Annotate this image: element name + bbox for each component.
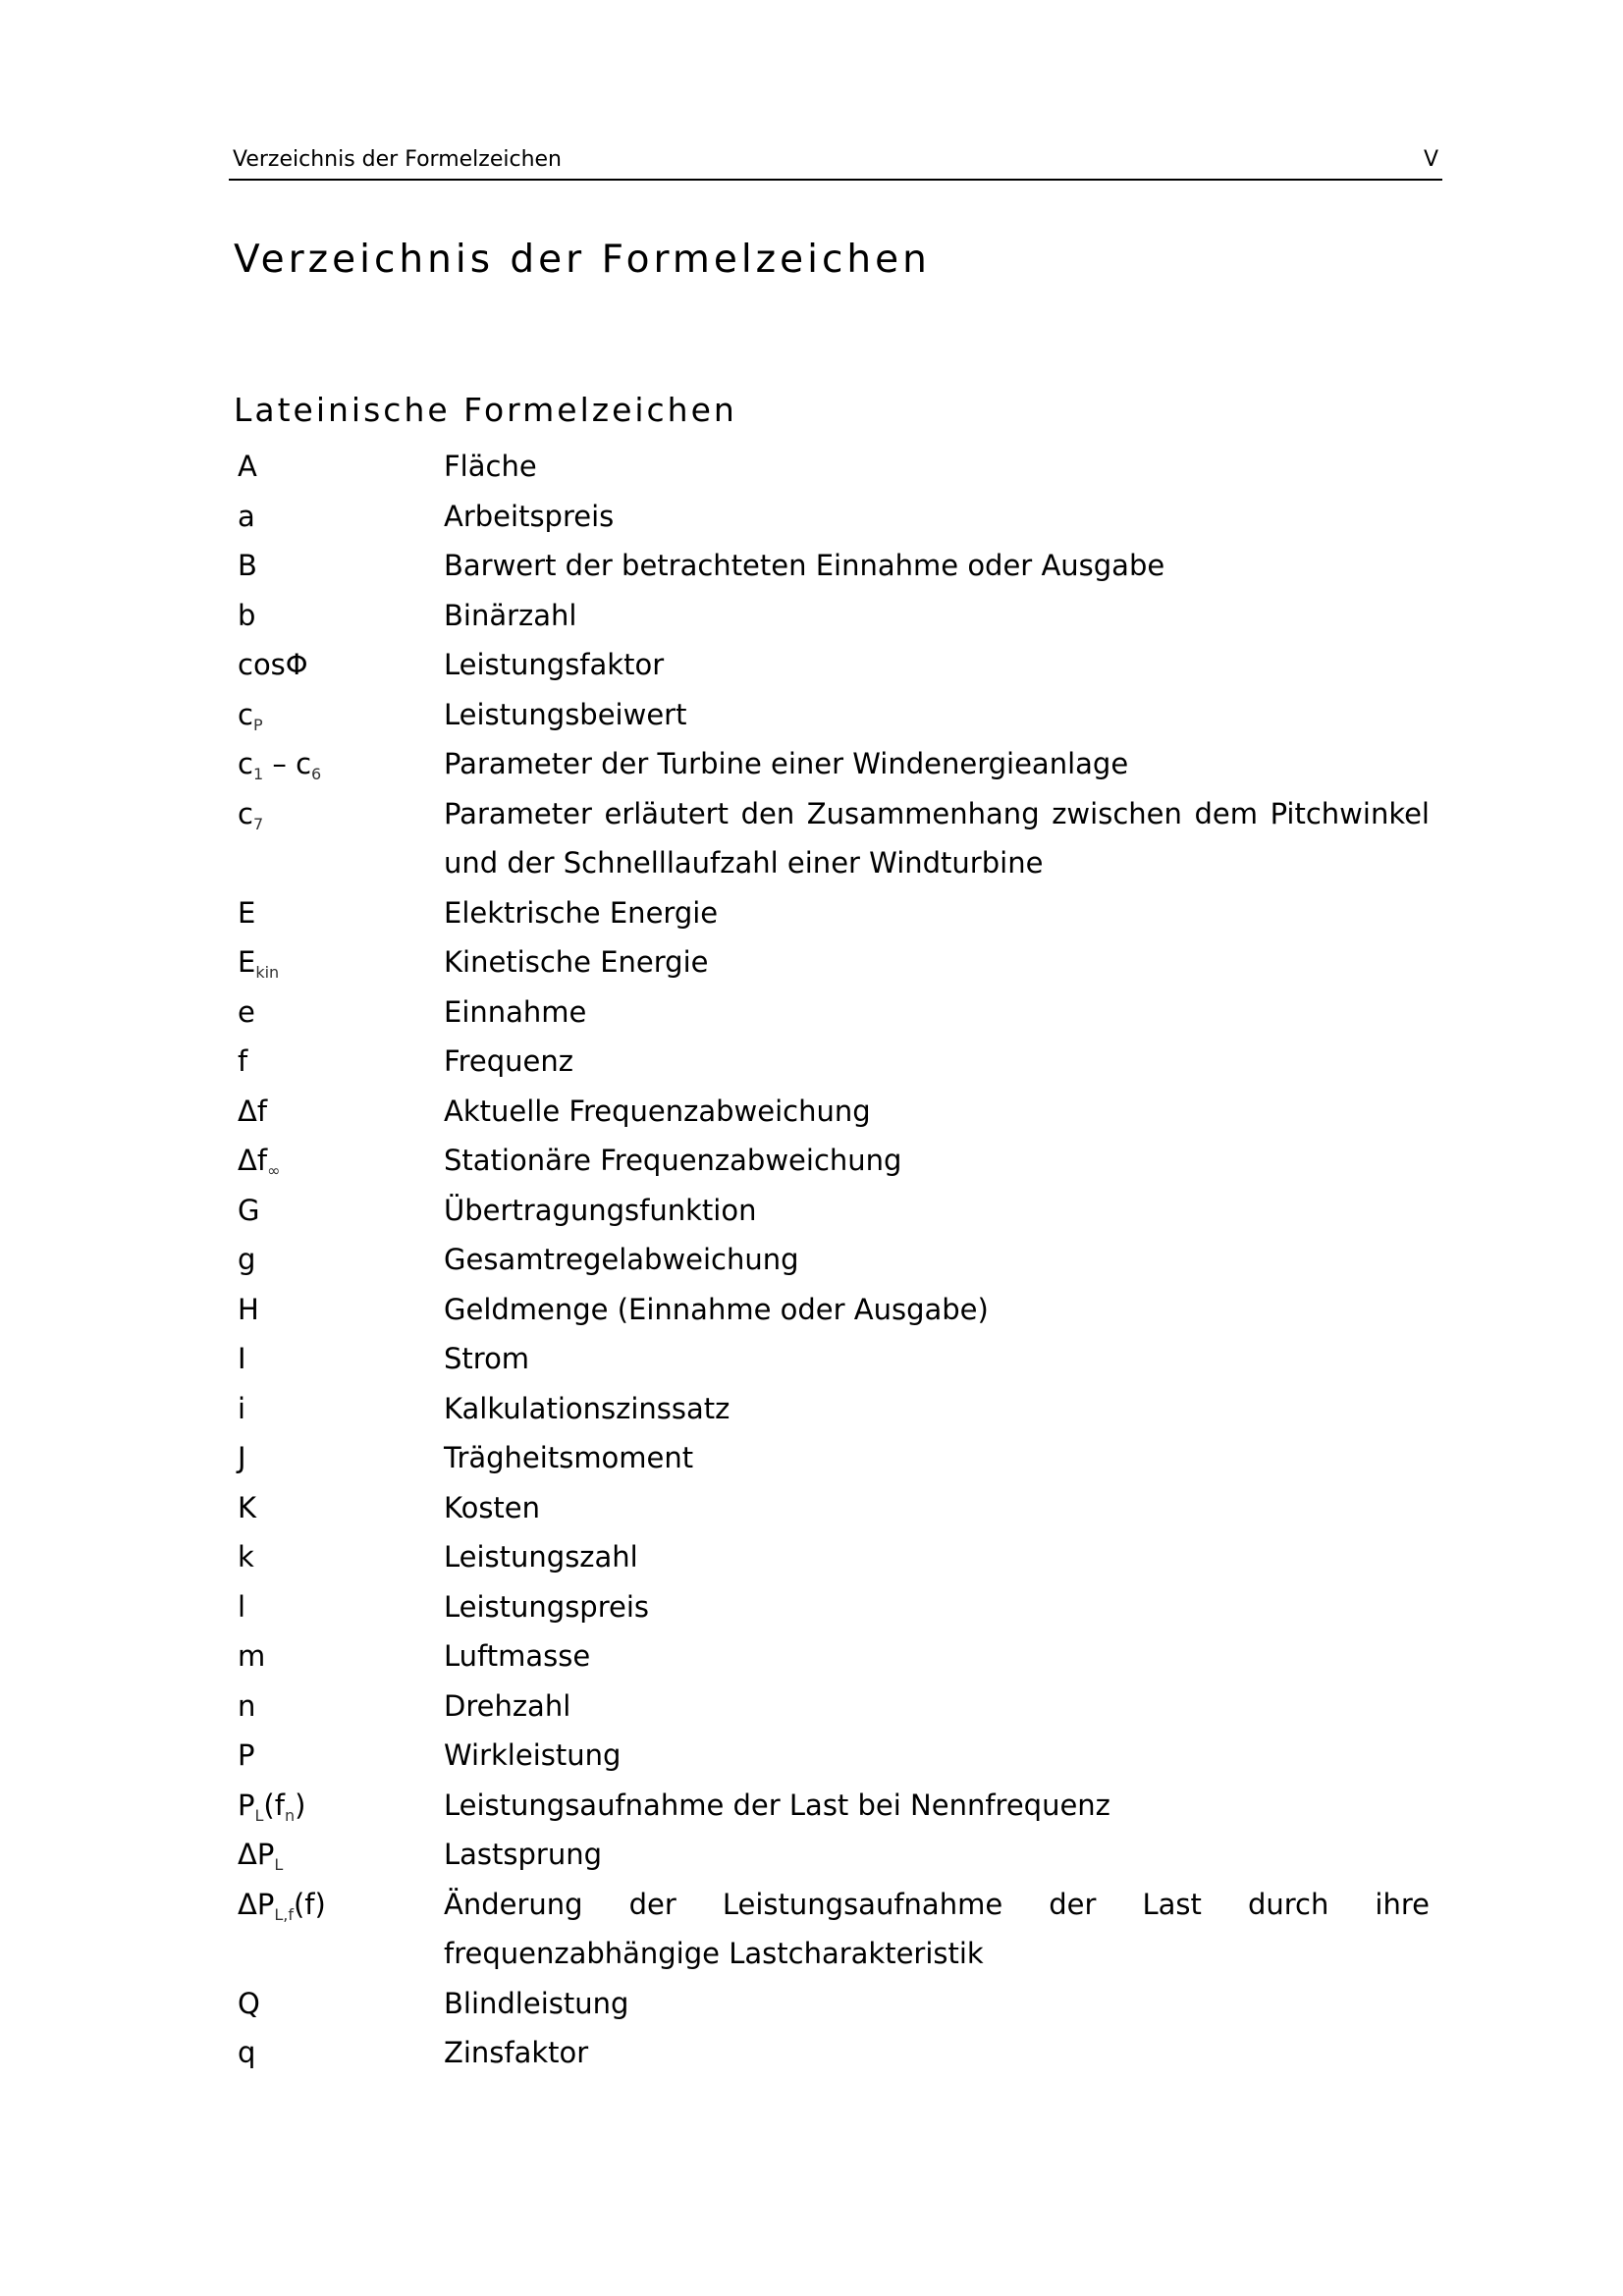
symbol-row <box>238 1483 1430 1533</box>
formula-description: Trägheitsmoment <box>444 1441 694 1474</box>
formula-symbol <box>238 1682 444 1732</box>
formula-symbol <box>238 1631 444 1682</box>
symbol-text: c <box>238 796 253 830</box>
formula-symbol <box>238 1781 444 1831</box>
formula-symbol <box>238 492 444 542</box>
symbol-subscript: L <box>274 1855 284 1874</box>
formula-symbol <box>238 541 444 591</box>
running-header <box>229 145 1442 181</box>
symbol-text: cosΦ <box>238 648 308 681</box>
formula-description: Lastsprung <box>444 1838 603 1871</box>
symbol-row <box>238 1136 1430 1186</box>
symbol-text: c <box>238 697 253 731</box>
formula-description: Geldmenge (Einnahme oder Ausgabe) <box>444 1292 989 1326</box>
formula-symbol <box>238 591 444 641</box>
symbol-row <box>238 789 1430 888</box>
symbol-row <box>238 591 1430 641</box>
symbol-row <box>238 888 1430 938</box>
symbol-text: H <box>238 1292 259 1326</box>
formula-symbol <box>238 1186 444 1236</box>
formula-description: Binärzahl <box>444 598 577 632</box>
symbol-row <box>238 640 1430 690</box>
formula-description: Änderung der Leistungsaufnahme der Last durch ihre frequenzabhängige Lastcharakteristik <box>444 1887 1430 1970</box>
symbol-row <box>238 1880 1430 1979</box>
symbol-text: I <box>238 1342 246 1375</box>
symbol-row <box>238 442 1430 492</box>
symbol-text: m <box>238 1639 266 1673</box>
formula-description: Aktuelle Frequenzabweichung <box>444 1094 871 1128</box>
formula-symbol <box>238 1483 444 1533</box>
symbol-text: a <box>238 499 255 533</box>
formula-symbol <box>238 640 444 690</box>
page-title: Verzeichnis der Formelzeichen <box>234 238 931 282</box>
symbol-text: A <box>238 450 257 483</box>
formula-symbol <box>238 1235 444 1285</box>
formula-symbol <box>238 1532 444 1582</box>
symbol-row <box>238 690 1430 740</box>
formula-description: Parameter der Turbine einer Windenergieanlage <box>444 747 1129 780</box>
formula-symbol <box>238 739 444 789</box>
symbol-text: q <box>238 2036 256 2069</box>
formula-description: Leistungsaufnahme der Last bei Nennfrequenz <box>444 1788 1110 1822</box>
symbol-text: P <box>238 1788 255 1822</box>
running-header-title: Verzeichnis der Formelzeichen <box>233 147 562 172</box>
formula-symbol <box>238 1731 444 1781</box>
section-title: Lateinische Formelzeichen <box>234 391 737 429</box>
symbol-row <box>238 1979 1430 2029</box>
symbol-row <box>238 1285 1430 1335</box>
formula-symbol <box>238 1136 444 1186</box>
symbol-row <box>238 1235 1430 1285</box>
symbol-list <box>238 442 1430 2078</box>
symbol-row <box>238 1087 1430 1137</box>
formula-description: Frequenz <box>444 1044 573 1078</box>
formula-description: Kinetische Energie <box>444 945 709 979</box>
symbol-subscript: L,f <box>274 1904 294 1924</box>
page-number: V <box>1423 147 1438 172</box>
symbol-row <box>238 541 1430 591</box>
symbol-row <box>238 1731 1430 1781</box>
symbol-text: – c <box>263 747 312 780</box>
formula-description: Arbeitspreis <box>444 499 615 533</box>
formula-symbol <box>238 1979 444 2029</box>
symbol-row <box>238 1582 1430 1632</box>
symbol-text: E <box>238 945 256 979</box>
symbol-row <box>238 739 1430 789</box>
symbol-row <box>238 1186 1430 1236</box>
formula-description: Barwert der betrachteten Einnahme oder Ausgabe <box>444 549 1165 582</box>
formula-description: Leistungspreis <box>444 1589 650 1624</box>
symbol-text: i <box>238 1391 246 1425</box>
formula-description: Leistungsfaktor <box>444 648 665 681</box>
formula-description: Leistungsbeiwert <box>444 697 687 731</box>
formula-description: Übertragungsfunktion <box>444 1193 757 1227</box>
symbol-text: Q <box>238 1986 260 2020</box>
symbol-subscript: 1 <box>252 765 264 783</box>
symbol-text: k <box>238 1540 254 1574</box>
symbol-row <box>238 2028 1430 2078</box>
formula-description: Kosten <box>444 1490 541 1524</box>
formula-description: Wirkleistung <box>444 1738 622 1772</box>
symbol-text: ) <box>295 1788 306 1822</box>
formula-description: Strom <box>444 1342 530 1375</box>
symbol-text: n <box>238 1688 256 1723</box>
formula-description: Elektrische Energie <box>444 895 719 930</box>
formula-symbol <box>238 442 444 492</box>
symbol-subscript: ∞ <box>267 1161 281 1180</box>
symbol-subscript: L <box>254 1805 264 1825</box>
symbol-subscript: 7 <box>252 814 264 833</box>
formula-symbol <box>238 988 444 1038</box>
formula-description: Blindleistung <box>444 1986 629 2020</box>
symbol-text: f <box>238 1044 248 1078</box>
symbol-text: P <box>238 1738 255 1772</box>
formula-description: Stationäre Frequenzabweichung <box>444 1144 902 1177</box>
formula-description: Gesamtregelabweichung <box>444 1243 799 1276</box>
formula-symbol <box>238 1433 444 1483</box>
formula-description: Drehzahl <box>444 1688 571 1723</box>
formula-description: Zinsfaktor <box>444 2036 589 2069</box>
formula-symbol <box>238 789 444 839</box>
symbol-row <box>238 1631 1430 1682</box>
symbol-row <box>238 1037 1430 1087</box>
formula-symbol <box>238 1087 444 1137</box>
symbol-text: g <box>238 1243 256 1276</box>
symbol-text: B <box>238 549 257 582</box>
symbol-row <box>238 937 1430 988</box>
formula-symbol <box>238 1830 444 1880</box>
formula-symbol <box>238 690 444 740</box>
symbol-row <box>238 988 1430 1038</box>
formula-description: Einnahme <box>444 994 587 1029</box>
formula-symbol <box>238 1334 444 1384</box>
symbol-text: Δf <box>238 1094 268 1128</box>
symbol-subscript: 6 <box>311 765 322 783</box>
symbol-text: e <box>238 994 255 1029</box>
formula-symbol <box>238 1037 444 1087</box>
symbol-text: G <box>238 1193 260 1227</box>
symbol-row <box>238 1433 1430 1483</box>
symbol-text: K <box>238 1490 257 1524</box>
symbol-text: E <box>238 895 256 930</box>
symbol-row <box>238 1334 1430 1384</box>
symbol-text: l <box>238 1589 246 1624</box>
symbol-row <box>238 1830 1430 1880</box>
formula-description: Parameter erläutert den Zusammenhang zwischen dem Pitchwinkel und der Schnelllaufzahl einer Windturbine <box>444 796 1430 880</box>
formula-symbol <box>238 1384 444 1434</box>
symbol-text: Δf <box>238 1144 268 1177</box>
formula-symbol <box>238 2028 444 2078</box>
symbol-subscript: kin <box>255 963 280 982</box>
formula-description: Luftmasse <box>444 1639 591 1673</box>
symbol-text: b <box>238 598 256 632</box>
formula-symbol <box>238 888 444 938</box>
symbol-subscript: P <box>252 715 263 734</box>
formula-symbol <box>238 937 444 988</box>
symbol-subscript: n <box>284 1805 296 1825</box>
symbol-text: ΔP <box>238 1887 275 1921</box>
symbol-text: c <box>238 747 253 780</box>
symbol-row <box>238 492 1430 542</box>
symbol-text: ΔP <box>238 1838 275 1871</box>
symbol-text: (f <box>263 1788 285 1822</box>
symbol-text: (f) <box>293 1887 326 1921</box>
formula-symbol <box>238 1582 444 1632</box>
symbol-row <box>238 1781 1430 1831</box>
formula-symbol <box>238 1285 444 1335</box>
symbol-text: J <box>238 1441 246 1474</box>
formula-description: Leistungszahl <box>444 1540 638 1574</box>
symbol-row <box>238 1682 1430 1732</box>
symbol-row <box>238 1532 1430 1582</box>
formula-description: Fläche <box>444 450 537 483</box>
formula-symbol <box>238 1880 444 1930</box>
formula-description: Kalkulationszinssatz <box>444 1391 730 1425</box>
symbol-row <box>238 1384 1430 1434</box>
